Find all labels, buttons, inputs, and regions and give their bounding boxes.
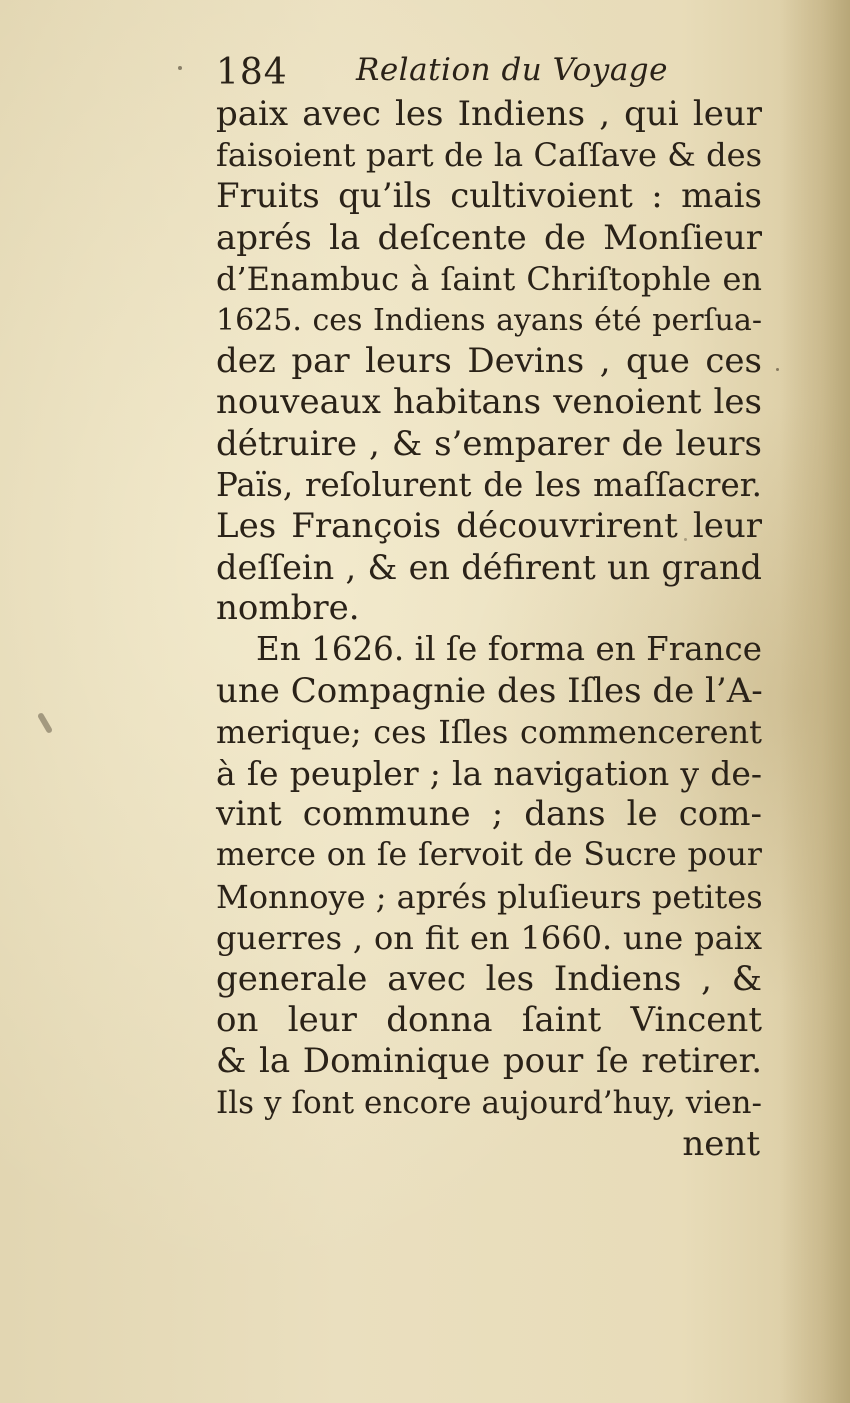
- text-line: guerres , on fit en 1660. une paix: [216, 918, 762, 957]
- text-line: nouveaux habitans venoient les: [216, 382, 762, 423]
- text-line: d’Enambuc à ſaint Chriſtophle en: [216, 259, 762, 298]
- text-line: à ſe peupler ; la navigation y de-: [216, 754, 762, 793]
- ink-speck: [178, 66, 182, 70]
- running-header: [216, 48, 756, 92]
- text-line: Païs, reſolurent de les maſſacrer.: [216, 465, 762, 504]
- text-line: merce on ſe ſervoit de Sucre pour: [216, 837, 762, 874]
- text-line: Ils y ſont encore aujourd’huy, vien-: [216, 1084, 762, 1121]
- text-line: détruire , & s’emparer de leurs: [216, 423, 762, 464]
- text-line: une Compagnie des Iſles de l’A-: [216, 670, 763, 711]
- ink-speck: [37, 712, 53, 734]
- text-line: paix avec les Indiens , qui leur: [216, 94, 762, 134]
- text-line: aprés la deſcente de Monſieur: [216, 217, 762, 258]
- catchword: nent: [682, 1123, 760, 1164]
- page-edge-shadow: [780, 0, 850, 1403]
- text-line: merique; ces Iſles commencerent: [216, 712, 762, 751]
- running-title: Relation du Voyage: [356, 52, 668, 88]
- text-line: 1625. ces Indiens ayans été perſua-: [216, 302, 762, 338]
- page-number: 184: [216, 52, 288, 93]
- ink-speck: [776, 368, 779, 371]
- paragraph-end-line: nombre.: [216, 588, 360, 629]
- text-line: & la Dominique pour ſe retirer.: [216, 1041, 762, 1082]
- text-line: Fruits qu’ils cultivoient : mais: [216, 176, 762, 217]
- body-text: [216, 94, 762, 1165]
- text-line: Les François découvrirent leur: [216, 505, 762, 546]
- text-line: vint commune ; dans le com-: [216, 794, 762, 835]
- text-line: generale avec les Indiens , &: [216, 958, 762, 999]
- text-line: faisoient part de la Caſſave & des: [216, 136, 762, 175]
- text-line: Monnoye ; aprés pluſieurs petites: [216, 877, 763, 916]
- text-line: on leur donna ſaint Vincent: [216, 1000, 762, 1041]
- text-line: deſſein , & en défirent un grand: [216, 548, 762, 588]
- paragraph-start-line: En 1626. il ſe forma en France: [256, 630, 762, 669]
- text-line: dez par leurs Devins , que ces: [216, 341, 762, 382]
